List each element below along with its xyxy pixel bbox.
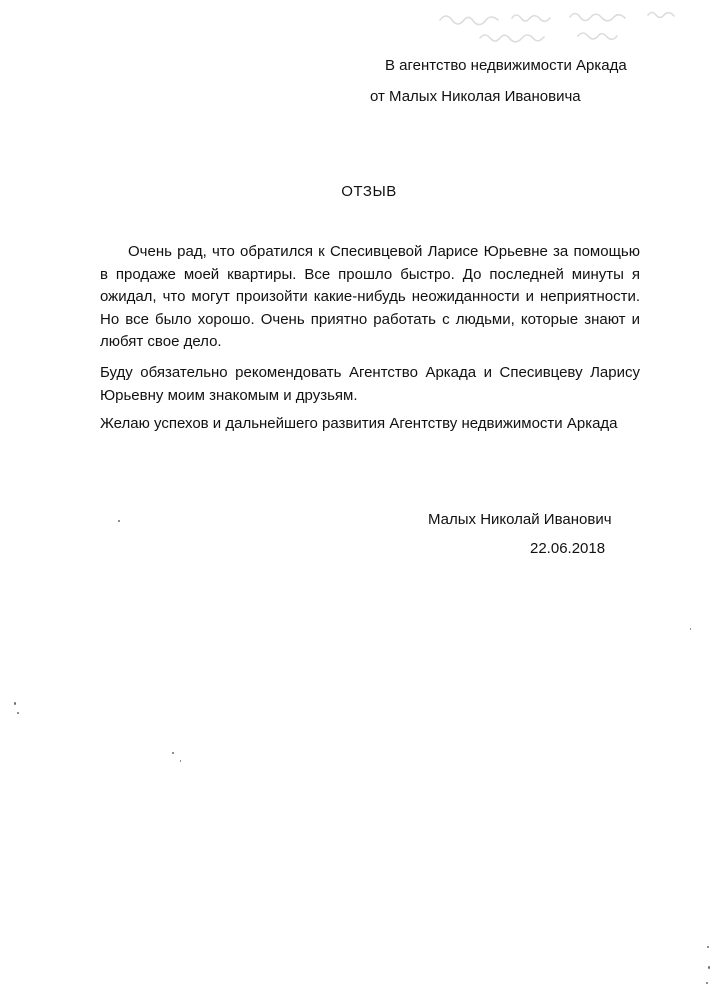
scan-speck [708,966,710,969]
recipient-line: В агентство недвижимости Аркада [385,57,627,74]
signer-name: Малых Николай Иванович [428,511,612,528]
signature-date: 22.06.2018 [530,540,606,557]
body-paragraph: Очень рад, что обратился к Спесивцевой Ларисе Юрьевне за помощью в продаже моей квартиры. Все прошло быстро. До последней минуты я ожидал, что могут произойти какие-нибудь неожиданности и неприятности. Но все было хорошо. Очень приятно работать с людьми, которые знают и любят свое дело. [100,243,640,350]
body-paragraph: Желаю успехов и дальнейшего развития Агентству недвижимости Аркада [100,415,618,432]
document-title: ОТЗЫВ [341,183,397,200]
body-paragraph: Буду обязательно рекомендовать Агентство Аркада и Спесивцеву Ларису Юрьевну моим знакомым и друзьям. [100,364,640,404]
scan-speck [180,760,181,762]
scan-speck [690,628,691,630]
scan-speck [17,712,19,714]
sender-line: от Малых Николая Ивановича [370,88,581,105]
scan-speck [14,702,16,705]
scan-speck [707,946,709,948]
scan-speck [706,982,708,984]
scan-speck [118,520,120,522]
scan-speck [172,752,174,754]
